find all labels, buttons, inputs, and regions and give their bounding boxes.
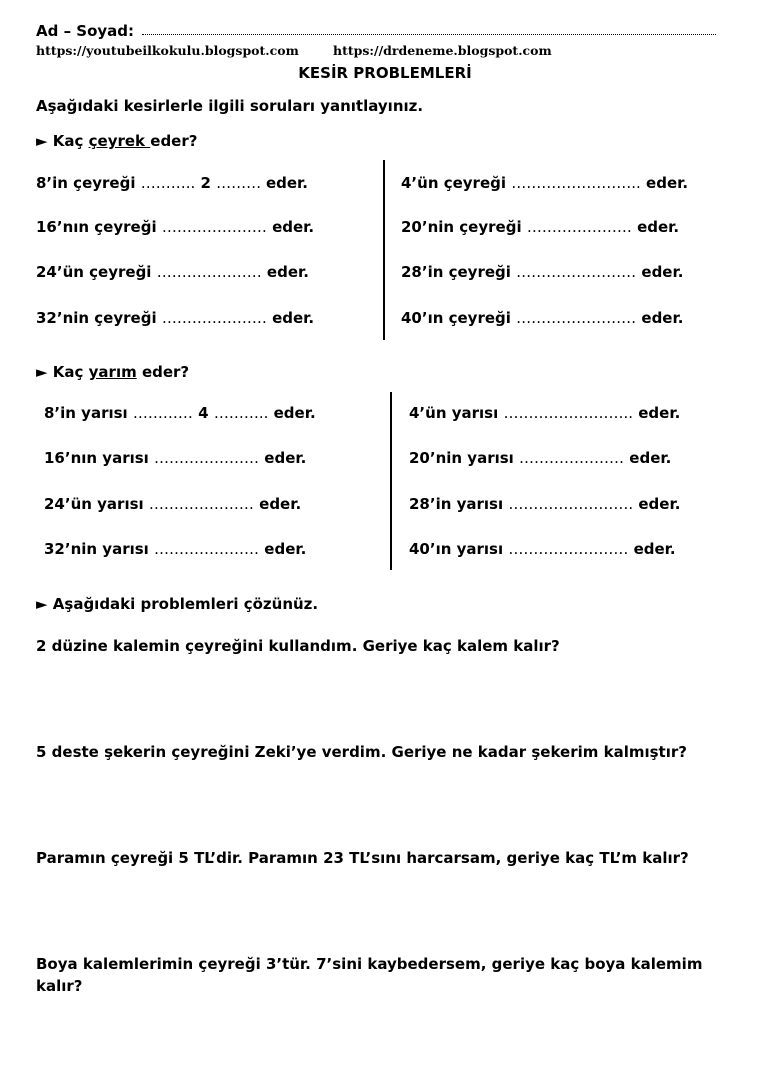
answer-blank[interactable]: ………… <box>132 404 193 422</box>
answer-blank[interactable]: ……… <box>216 174 266 192</box>
arrow-bullet-icon: ► <box>36 132 48 150</box>
row-tail: eder. <box>633 540 676 558</box>
row-tail: eder. <box>629 449 672 467</box>
row-tail: eder. <box>272 309 315 327</box>
section-half-heading <box>36 363 189 381</box>
quarter-right-row-3 <box>401 263 683 281</box>
row-label: 28’in yarısı <box>409 495 504 513</box>
url-right: https://drdeneme.blogspot.com <box>333 43 552 58</box>
quarter-right-row-1 <box>401 174 688 192</box>
quarter-left-row-2 <box>36 218 314 236</box>
row-label: 24’ün çeyreği <box>36 263 152 281</box>
row-tail: eder. <box>272 218 315 236</box>
row-label: 28’in çeyreği <box>401 263 511 281</box>
row-label: 24’ün yarısı <box>44 495 144 513</box>
row-tail: eder. <box>264 449 307 467</box>
arrow-bullet-icon: ► <box>36 595 48 613</box>
answer-blank[interactable]: …………………… <box>508 540 629 558</box>
section-keyword: çeyrek <box>88 132 151 150</box>
row-tail: eder. <box>646 174 689 192</box>
problem-2: 5 deste şekerin çeyreğini Zeki’ye verdim. Geriye ne kadar şekerim kalmıştır? <box>36 743 687 761</box>
answer-blank[interactable]: ………………… <box>154 540 260 558</box>
answer-blank[interactable]: ………………… <box>526 218 632 236</box>
section-suffix: eder? <box>136 363 190 381</box>
half-left-row-3 <box>44 495 301 513</box>
row-label: 16’nın çeyreği <box>36 218 157 236</box>
half-left-row-1 <box>44 404 316 422</box>
answer-blank[interactable]: ……….. <box>140 174 196 192</box>
quarter-left-row-1 <box>36 174 308 192</box>
answer-blank[interactable]: …………………….. <box>511 174 641 192</box>
row-tail: eder. <box>641 263 684 281</box>
column-divider <box>390 392 392 570</box>
row-label: 8’in çeyreği <box>36 174 136 192</box>
row-label: 20’nin yarısı <box>409 449 514 467</box>
row-label: 4’ün yarısı <box>409 404 499 422</box>
row-tail: eder. <box>637 218 680 236</box>
section-suffix: eder? <box>150 132 198 150</box>
arrow-bullet-icon: ► <box>36 363 48 381</box>
half-left-row-2 <box>44 449 306 467</box>
section-prefix: Kaç <box>52 363 89 381</box>
row-label: 32’nin çeyreği <box>36 309 157 327</box>
answer-blank[interactable]: …………………… <box>516 263 637 281</box>
row-tail: eder. <box>265 174 308 192</box>
answer-value: 4 <box>198 404 209 422</box>
row-label: 4’ün çeyreği <box>401 174 507 192</box>
row-label: 20’nin çeyreği <box>401 218 522 236</box>
section-prefix: Kaç <box>52 132 89 150</box>
row-label: 40’ın yarısı <box>409 540 504 558</box>
answer-blank[interactable]: ………………… <box>161 309 267 327</box>
problems-heading <box>36 595 318 613</box>
section-quarter-heading <box>36 132 197 150</box>
half-left-row-4 <box>44 540 306 558</box>
answer-blank[interactable]: ……………………. <box>508 495 634 513</box>
half-right-row-4 <box>409 540 676 558</box>
answer-blank[interactable]: …………………….. <box>503 404 634 422</box>
name-label: Ad – Soyad: <box>36 22 135 40</box>
row-tail: eder. <box>641 309 684 327</box>
url-left: https://youtubeilkokulu.blogspot.com <box>36 43 299 58</box>
row-tail: eder. <box>638 404 681 422</box>
row-tail: eder. <box>638 495 681 513</box>
name-write-line[interactable] <box>142 34 716 35</box>
problem-4: Boya kalemlerimin çeyreği 3’tür. 7’sini kaybedersem, geriye kaç boya kalemim kalır? <box>36 955 703 995</box>
row-tail: eder. <box>264 540 307 558</box>
instruction: Aşağıdaki kesirlerle ilgili soruları yanıtlayınız. <box>36 97 424 115</box>
problems-heading-text: Aşağıdaki problemleri çözünüz. <box>52 595 319 613</box>
answer-blank[interactable]: ………………… <box>154 449 260 467</box>
half-right-row-2 <box>409 449 671 467</box>
section-keyword: yarım <box>88 363 137 381</box>
row-tail: eder. <box>259 495 302 513</box>
row-tail: eder. <box>266 263 309 281</box>
half-right-row-1 <box>409 404 680 422</box>
row-label: 40’ın çeyreği <box>401 309 511 327</box>
answer-blank[interactable]: ………………… <box>161 218 267 236</box>
problem-3: Paramın çeyreği 5 TL’dir. Paramın 23 TL’sını harcarsam, geriye kaç TL’m kalır? <box>36 849 689 867</box>
answer-blank[interactable]: …………………… <box>516 309 637 327</box>
answer-value: 2 <box>200 174 211 192</box>
column-divider <box>383 160 385 340</box>
quarter-right-row-2 <box>401 218 679 236</box>
answer-blank[interactable]: ………………… <box>148 495 254 513</box>
answer-blank[interactable]: ……….. <box>213 404 269 422</box>
answer-blank[interactable]: ………………… <box>156 263 262 281</box>
quarter-left-row-4 <box>36 309 314 327</box>
page-title: KESİR PROBLEMLERİ <box>298 64 472 82</box>
answer-blank[interactable]: ………………… <box>519 449 625 467</box>
problem-1: 2 düzine kalemin çeyreğini kullandım. Geriye kaç kalem kalır? <box>36 637 560 655</box>
half-right-row-3 <box>409 495 680 513</box>
quarter-left-row-3 <box>36 263 309 281</box>
row-label: 8’in yarısı <box>44 404 128 422</box>
quarter-right-row-4 <box>401 309 683 327</box>
row-label: 32’nin yarısı <box>44 540 149 558</box>
row-tail: eder. <box>273 404 316 422</box>
row-label: 16’nın yarısı <box>44 449 149 467</box>
